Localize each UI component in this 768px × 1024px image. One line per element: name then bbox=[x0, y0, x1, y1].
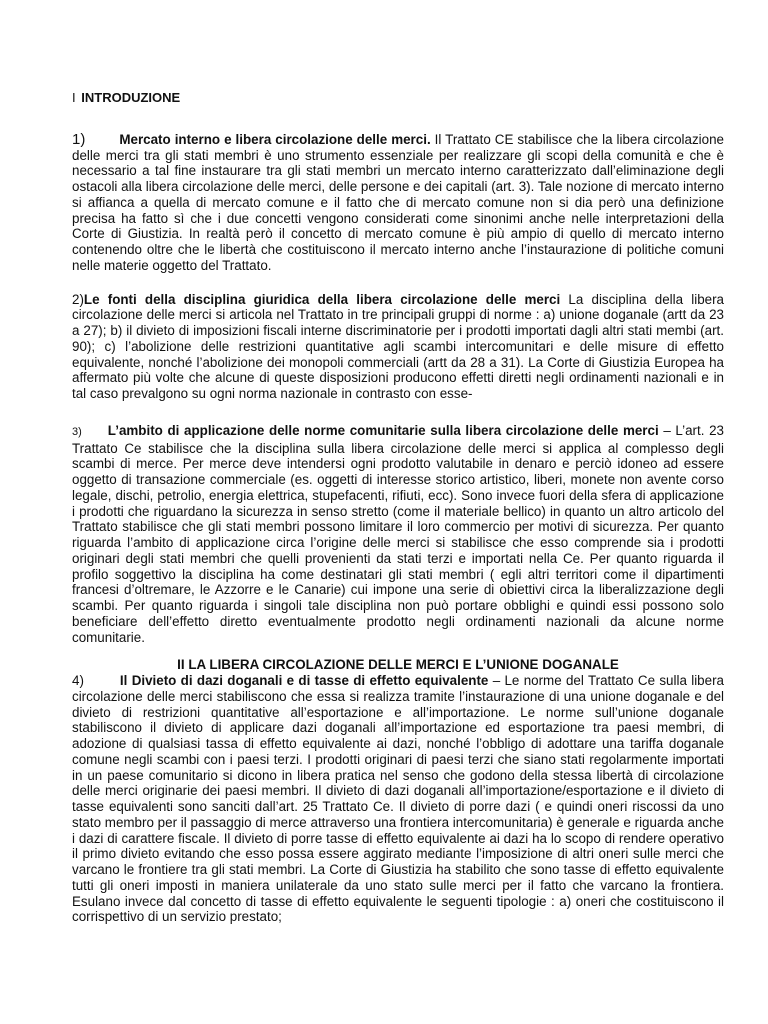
chapter-heading bbox=[72, 90, 724, 106]
section-title: L’ambito di applicazione delle norme comunitarie sulla libera circolazione delle merci bbox=[107, 422, 659, 438]
section-number: 1) bbox=[72, 130, 86, 148]
part-heading: II LA LIBERA CIRCOLAZIONE DELLE MERCI E L’UNIONE DOGANALE bbox=[177, 657, 619, 673]
section-3 bbox=[72, 423, 724, 646]
section-body: – L’art. 23 Trattato Ce stabilisce che la disciplina sulla libera circolazione delle merci si applica al complesso degli scambi di merce. Per merce deve intendersi ogni prodotto valutabile in denaro e perciò idoneo ad essere oggetto di transazione commerciale (es. oggetti di interesse storico artistico, liberi, monete non avente corso legale, dischi, petrolio, energia elettrica, stupefacenti, rifiuti, ecc). Sono invece fuori della sfera di applicazione i prodotti che riguardano la sicurezza in senso stretto (come il materiale bellico) in quanto un altro articolo del Trattato stabilisce che gli stati membri possono limitare il loro commercio per motivi di sicurezza. Per quanto riguarda l’ambito di applicazione circa l’origine delle merci si stabilisce che esso comprende sia i prodotti originari degli stati membri che quelli provenienti da stati terzi e importati nella Ce. Per quanto riguarda il profilo soggettivo la disciplina ha come destinatari gli stati membri ( egli altri territori come il dipartimenti francesi d’oltremare, le Azzorre e le Canarie) cui impone una serie di obiettivi circa la liberalizzazione degli scambi. Per quanto riguarda i singoli tale disciplina non può portare obblighi e quindi essi possono solo beneficiare dell’effetto diretto eventualmente prodotto negli ordinamenti nazionali da alcune norme comunitarie. bbox=[72, 422, 724, 645]
section-1 bbox=[72, 132, 724, 274]
section-4 bbox=[72, 673, 724, 925]
chapter-title: INTRODUZIONE bbox=[81, 90, 181, 105]
section-title: Le fonti della disciplina giuridica della libera circolazione delle merci bbox=[83, 291, 561, 307]
section-2 bbox=[72, 292, 724, 402]
section-title: Il Divieto di dazi doganali e di tasse di effetto equivalente bbox=[119, 673, 489, 688]
section-title: Mercato interno e libera circolazione delle merci. bbox=[119, 131, 431, 147]
document-page bbox=[72, 90, 724, 925]
section-body: La disciplina della libera circolazione delle merci si articola nel Trattato in tre principali gruppi di norme : a) unione doganale (artt da 23 a 27); b) il divieto di imposizioni fiscali interne discriminatorie per i prodotti importati dagli altri stati membi (art. 90); c) l’abolizione delle restrizioni quantitative agli scambi intercomunitari e delle misure di effetto equivalente, nonché l’abolizione dei monopoli commerciali (artt da 28 a 31). La Corte di Giustizia Europea ha affermato più volte che alcune di queste disposizioni producono effetti diretti negli ordinamenti nazionali e in tal caso prevalgono su ogni norma nazionale in contrasto con esse- bbox=[72, 291, 724, 401]
section-body: Il Trattato CE stabilisce che la libera circolazione delle merci tra gli stati membri è uno strumento essenziale per realizzare gli scopi della comunità e che è necessario a tal fine instaurare tra gli stati membri un mercato interno caratterizzato dall’eliminazione degli ostacoli alla libera circolazione delle merci, delle persone e dei capitali (art. 3). Tale nozione di mercato interno si affianca a quella di mercato comune e il fatto che di mercato comune non si dia però una definizione precisa ha fatto sì che i due concetti vengono considerati come sinonimi anche nelle interpretazioni della Corte di Giustizia. In realtà però il concetto di mercato comune è più ampio di quello di mercato interno contenendo oltre che le libertà che costituiscono il mercato interno anche l’instaurazione di politiche comuni nelle materie oggetto del Trattato. bbox=[72, 131, 724, 273]
section-number: 2) bbox=[72, 291, 84, 307]
section-number: 3) bbox=[72, 425, 82, 438]
chapter-number: I bbox=[72, 90, 76, 105]
section-number: 4) bbox=[72, 673, 84, 688]
section-body: – Le norme del Trattato Ce sulla libera circolazione delle merci stabiliscono che essa si realizza tramite l’instaurazione di una unione doganale e del divieto di restrizioni quantitative all’esportazione e all’importazione. Le norme sull’unione doganale stabiliscono il divieto di applicare dazi doganali all’importazione ed esportazione tra paesi membri, di adozione di qualsiasi tassa di effetto equivalente ai dazi, nonché l’obbligo di adottare una tariffa doganale comune negli scambi con i paesi terzi. I prodotti originari di paesi terzi che siano stati regolarmente importati in un paese comunitario si dicono in libera pratica nel senso che godono della stessa libertà di circolazione delle merci originarie dei paesi membri. Il divieto di dazi doganali all’importazione/esportazione e il divieto di tasse equivalenti sono sanciti dall’art. 25 Trattato Ce. Il divieto di porre dazi ( e quindi oneri riscossi da uno stato membro per il passaggio di merce attraverso una frontiera intercomunitaria) è generale e riguarda anche i dazi di carattere fiscale. Il divieto di porre tasse di effetto equivalente ai dazi ha lo scopo di rendere operativo il primo divieto evitando che esso possa essere aggirato mediante l’imposizione di altri oneri sulle merci che varcano le frontiere tra gli stati membri. La Corte di Giustizia ha stabilito che sono tasse di effetto equivalente tutti gli oneri imposti in maniera unilaterale da uno stato sulle merci per il fatto che varcano la frontiera. Esulano invece dal concetto di tasse di effetto equivalente le seguenti tipologie : a) oneri che costituiscono il corrispettivo di un servizio prestato; bbox=[72, 673, 724, 925]
